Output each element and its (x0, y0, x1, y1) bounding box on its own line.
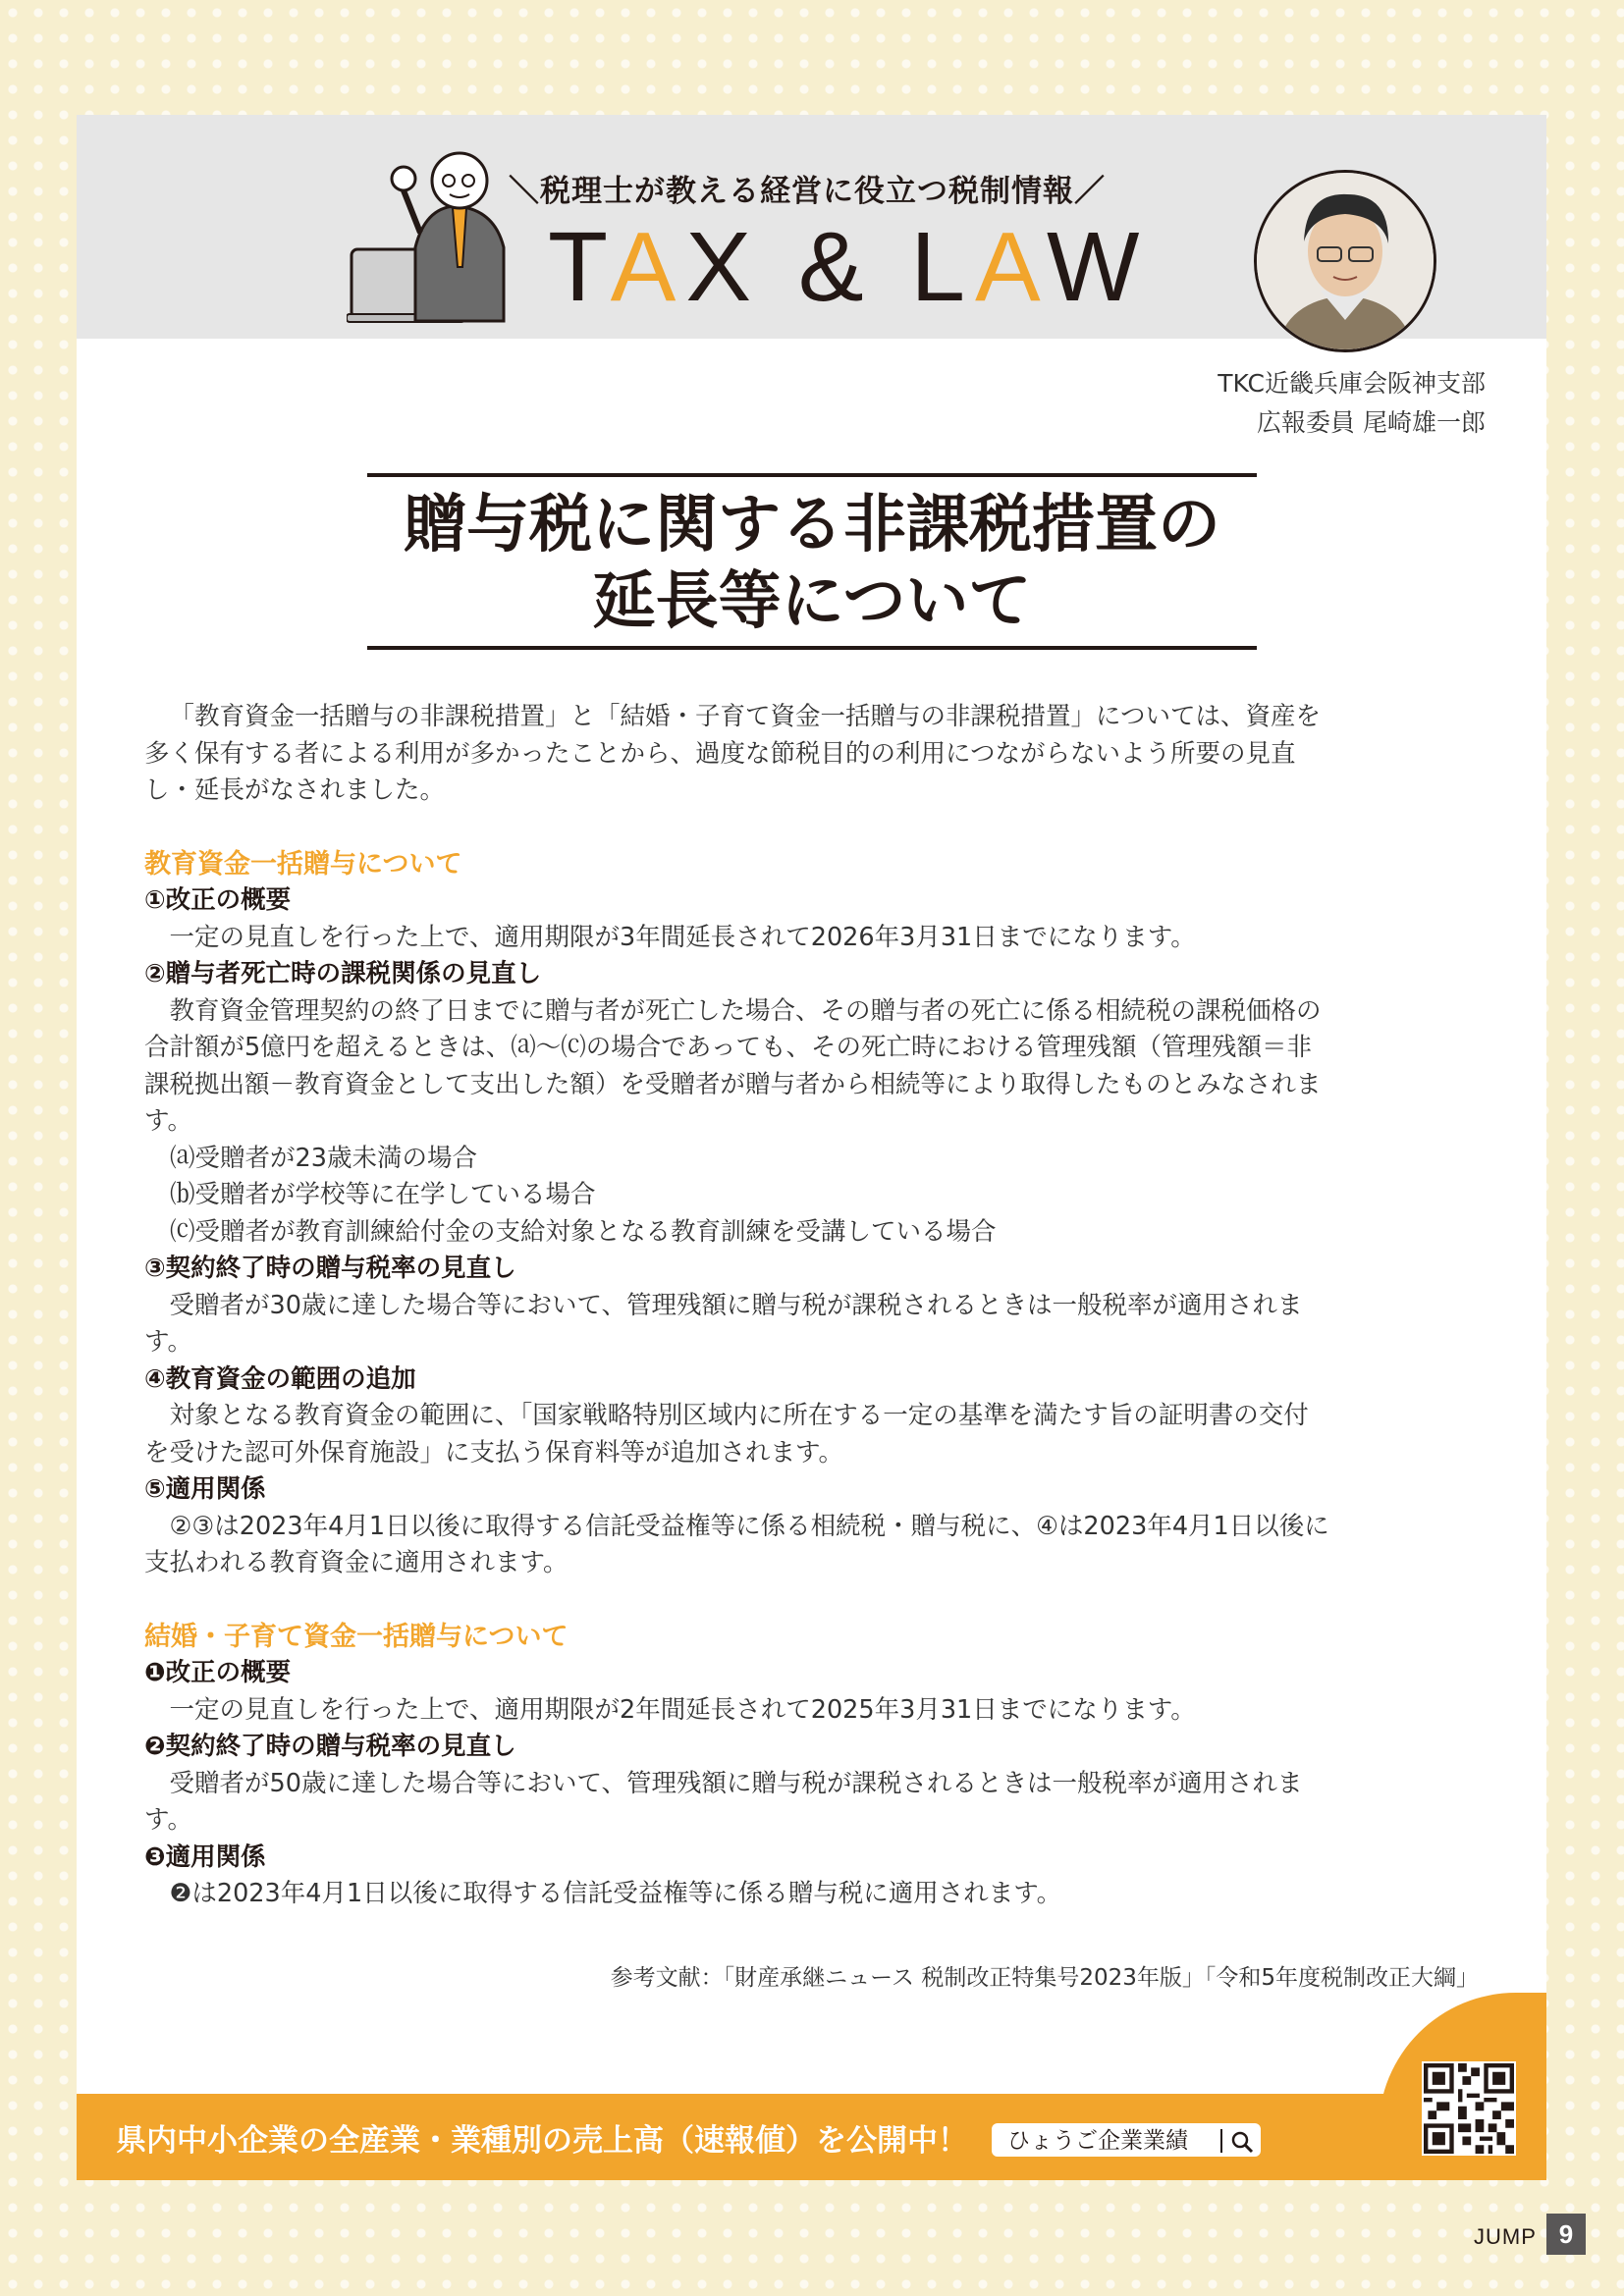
page-number: 9 (1546, 2214, 1586, 2255)
logo-letter: W (1046, 212, 1150, 322)
tax-advisor-illustration (347, 139, 518, 326)
tax-and-law-logo (548, 208, 1176, 326)
section-heading-education: 教育資金一括贈与について (144, 848, 462, 880)
reference-note: 参考文献：「財産承継ニュース 税制改正特集号2023年版」「令和5年度税制改正大綱」 (610, 1965, 1479, 1991)
logo-letter: T (548, 212, 611, 322)
article-body (144, 699, 1332, 1913)
item-heading: ⑤適用関係 (144, 1474, 266, 1504)
item-text: 受贈者が30歳に達した場合等において、管理残額に贈与税が課税されるときは一般税率が適用されます。 (144, 1290, 1303, 1357)
search-label: ひょうご企業業績 (1007, 2128, 1188, 2154)
title-line-2: 延長等について (592, 565, 1032, 638)
tagline: ＼税理士が教える経営に役立つ税制情報／ (509, 174, 1106, 209)
logo-accent-letter: A (974, 212, 1047, 322)
author-portrait (1254, 170, 1436, 352)
item-heading: ④教育資金の範囲の追加 (144, 1363, 416, 1394)
item-text: 一定の見直しを行った上で、適用期限が2年間延長されて2025年3月31日までになります。 (169, 1694, 1196, 1725)
qr-code-icon[interactable] (1422, 2061, 1516, 2156)
item-heading: ❶改正の概要 (144, 1658, 292, 1687)
search-divider (1220, 2129, 1222, 2153)
author-organization: TKC近畿兵庫会阪神支部 (1218, 369, 1486, 398)
section-heading-marriage: 結婚・子育て資金一括贈与について (144, 1621, 568, 1652)
condition-item: ⒜受贈者が23歳未満の場合 (170, 1143, 477, 1173)
author-photo-placeholder (1257, 173, 1434, 349)
title-line-1: 贈与税に関する非課税措置の (404, 489, 1220, 561)
item-text: 一定の見直しを行った上で、適用期限が3年間延長されて2026年3月31日までになります。 (169, 922, 1196, 952)
article-title (367, 473, 1257, 650)
intro-paragraph: 「教育資金一括贈与の非課税措置」と「結婚・子育て資金一括贈与の非課税措置」については、資産を多く保有する者による利用が多かったことから、過度な節税目的の利用につながらないよう所要の見直し・延長がなされました。 (144, 702, 1321, 805)
condition-item: ⒞受贈者が教育訓練給付金の支給対象となる教育訓練を受講している場合 (170, 1216, 997, 1247)
item-heading: ❷契約終了時の贈与税率の見直し (144, 1732, 516, 1761)
item-text: 受贈者が50歳に達した場合等において、管理残額に贈与税が課税されるときは一般税率が適用されます。 (144, 1768, 1303, 1835)
author-name: 広報委員 尾崎雄一郎 (1257, 408, 1486, 437)
logo-accent-letter: A (610, 212, 686, 322)
logo-letters: X & L (685, 212, 975, 322)
search-icon[interactable] (1229, 2129, 1255, 2155)
item-text: ❷は2023年4月1日以後に取得する信託受益権等に係る贈与税に適用されます。 (169, 1879, 1062, 1908)
promo-banner[interactable] (77, 2094, 1546, 2180)
banner-text: 県内中小企業の全産業・業種別の売上高（速報値）を公開中！ (116, 2123, 968, 2159)
magazine-label: JUMP (1474, 2224, 1537, 2249)
condition-item: ⒝受贈者が学校等に在学している場合 (170, 1180, 596, 1209)
item-heading: ②贈与者死亡時の課税関係の見直し (144, 959, 542, 988)
item-text: 対象となる教育資金の範囲に、「国家戦略特別区域内に所在する一定の基準を満たす旨の証明書の交付を受けた認可外保育施設」に支払う保育料等が追加されます。 (144, 1401, 1309, 1468)
author-credit (1218, 364, 1486, 443)
item-heading: ③契約終了時の贈与税率の見直し (144, 1254, 516, 1283)
item-text: 教育資金管理契約の終了日までに贈与者が死亡した場合、その贈与者の死亡に係る相続税の課税価格の合計額が5億円を超えるときは、⒜〜⒞の場合であっても、その死亡時における管理残額（管理残額＝非課税拠出額－教育資金として支出した額）を受贈者が贈与者から相続等により取得したものとみなされます。 (144, 995, 1322, 1136)
search-box[interactable] (992, 2123, 1261, 2157)
item-heading: ①改正の概要 (144, 885, 292, 915)
item-text: ②③は2023年4月1日以後に取得する信託受益権等に係る相続税・贈与税に、④は2023年4月1日以後に支払われる教育資金に適用されます。 (144, 1511, 1329, 1577)
item-heading: ❸適用関係 (144, 1842, 266, 1872)
